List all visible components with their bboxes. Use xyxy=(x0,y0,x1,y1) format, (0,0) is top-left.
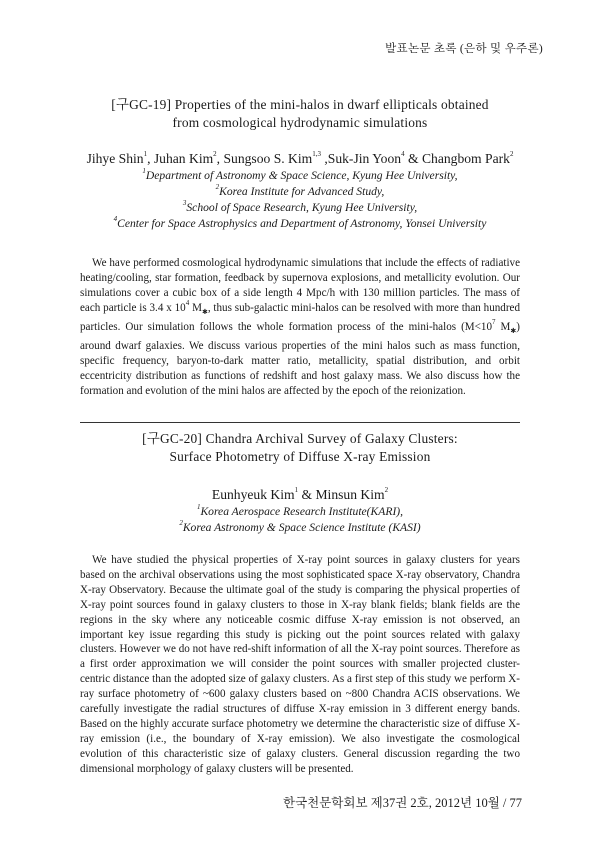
body-text-segment: M xyxy=(189,301,202,314)
affil-text: Department of Astronomy & Space Science, Kyung Hee University, xyxy=(145,169,458,182)
abstract-title xyxy=(80,430,520,466)
abstract-body: We have studied the physical properties of X-ray point sources in galaxy clusters for years based on the archival observations using the most sophisticated space X-ray observatory, Chandra X-ray Observatory. Because the ultimate goal of the study is comparing the physical properties of X-ray point sources found in galaxy clusters to those in X-ray blank fields; blank fields are the regions in the sky where any noticeable cosmic diffuse X-ray emission is not observed, an important key issue regarding this study is picking out the point sources related with galaxy clusters. However we do not have red-shift information of all the X-ray point sources. Therefore as a first order approximation we will consider the point sources with smaller projected cluster-centric distance than the adopted size of galaxy clusters. As a first step of this study we perform X-ray surface photometry of ~600 galaxy clusters based on ~800 Chandra ACIS observations. We carefully investigate the radial structures of diffuse X-ray emission in 3 different energy bands. Based on the highly accurate surface photometry we determine the characteristic size of diffuse X-ray emission (i.e., the boundary of X-ray emission). We also investigate the cosmological evolution of this characteristic size of galaxy clusters. General discussion regarding the two dimensional morphology of galaxy clusters will be presented. xyxy=(80,554,520,775)
affil-mark: 2 xyxy=(215,183,220,192)
title-line-2: from cosmological hydrodynamic simulations xyxy=(172,115,428,130)
affil-mark: 1 xyxy=(142,167,146,176)
title-line-2: Surface Photometry of Diffuse X-ray Emission xyxy=(169,449,431,464)
exponent: 7 xyxy=(492,318,496,327)
affil-mark: 3 xyxy=(182,199,187,208)
title-line-1: Chandra Archival Survey of Galaxy Clusters: xyxy=(205,431,458,446)
author-name: Changbom Park xyxy=(421,151,510,166)
abstract-code: [구GC-20] xyxy=(142,431,203,446)
title-line-1: Properties of the mini-halos in dwarf ellipticals obtained xyxy=(174,97,489,112)
affil-mark: 1 xyxy=(196,503,201,512)
author-name: Eunhyeuk Kim xyxy=(211,487,295,502)
affil-text: Korea Astronomy & Space Science Institute (KASI) xyxy=(182,521,421,534)
affiliation xyxy=(80,184,520,200)
affiliation xyxy=(76,216,524,232)
affiliation xyxy=(80,504,520,520)
affiliation xyxy=(80,168,520,184)
solar-mass-symbol: ✱ xyxy=(510,327,517,336)
affil-text: Korea Aerospace Research Institute(KARI), xyxy=(200,505,404,518)
author-name: Juhan Kim xyxy=(153,151,214,166)
abstract-code: [구GC-19] xyxy=(111,97,172,112)
affil-text: Center for Space Astrophysics and Department of Astronomy, Yonsei University xyxy=(117,217,487,230)
affiliation xyxy=(80,520,520,536)
author-affil-mark: 1 xyxy=(294,486,299,495)
affil-mark: 4 xyxy=(113,215,118,224)
abstract-gc20 xyxy=(80,430,520,777)
author-name: Minsun Kim xyxy=(315,487,385,502)
author-affil-mark: 4 xyxy=(401,150,405,159)
running-header: 발표논문 초록 (은하 및 우주론) xyxy=(385,43,543,55)
body-text-segment: M xyxy=(495,320,511,333)
author-sep: & xyxy=(298,487,316,502)
author-sep: & xyxy=(404,151,422,166)
abstract-gc19 xyxy=(80,96,520,399)
body-text-segment: ) around dwarf galaxies. We discuss various properties of the mini halos such as mass function, specific frequency, baryon-to-dark matter ratio, metallicity, spatial distribution, and orbit eccentricity distribution as functions of redshift and host galaxy mass. We also discuss how the formation and evolution of the mini halos are affected by the epoch of the reionization. xyxy=(80,320,520,397)
section-divider xyxy=(80,422,520,423)
author-list xyxy=(80,150,520,167)
body-text-segment: , thus sub-galactic mini-halos can be resolved with more than hundred particles. Our simulation follows the whole formation process of the mini-halos (M<10 xyxy=(80,301,520,333)
affil-text: Korea Institute for Advanced Study, xyxy=(219,185,385,198)
body-text-segment: We have performed cosmological hydrodynamic simulations that include the effects of radiative heating/cooling, star formation, feedback by supernova explosions, and metallicity evolution. Our simulations cover a cubic box of a side length 4 Mpc/h with 130 million particles. The mass of each particle is 3.4 x 10 xyxy=(80,257,520,314)
affil-text: School of Space Research, Kyung Hee University, xyxy=(186,201,418,214)
page-footer: 한국천문학회보 제37권 2호, 2012년 10월 / 77 xyxy=(283,796,522,810)
affiliation-list xyxy=(80,168,520,232)
author-name: Jihye Shin xyxy=(86,151,144,166)
author-sep: , xyxy=(147,151,154,166)
author-name: Sungsoo S. Kim xyxy=(223,151,313,166)
exponent: 4 xyxy=(185,299,190,308)
solar-mass-symbol: ✱ xyxy=(201,307,208,316)
affil-mark: 2 xyxy=(179,519,183,528)
author-name: Suk-Jin Yoon xyxy=(327,151,402,166)
affiliation xyxy=(80,200,520,216)
author-affil-mark: 1 xyxy=(143,150,148,159)
abstract-title xyxy=(80,96,520,132)
author-sep: , xyxy=(320,151,328,166)
author-sep: , xyxy=(216,151,224,166)
author-affil-mark: 2 xyxy=(509,150,514,159)
author-affil-mark: 1,3 xyxy=(312,150,321,159)
author-affil-mark: 2 xyxy=(213,150,217,159)
author-affil-mark: 2 xyxy=(384,486,389,495)
abstract-body xyxy=(80,256,520,399)
affiliation-list xyxy=(80,504,520,536)
author-list xyxy=(80,486,520,503)
